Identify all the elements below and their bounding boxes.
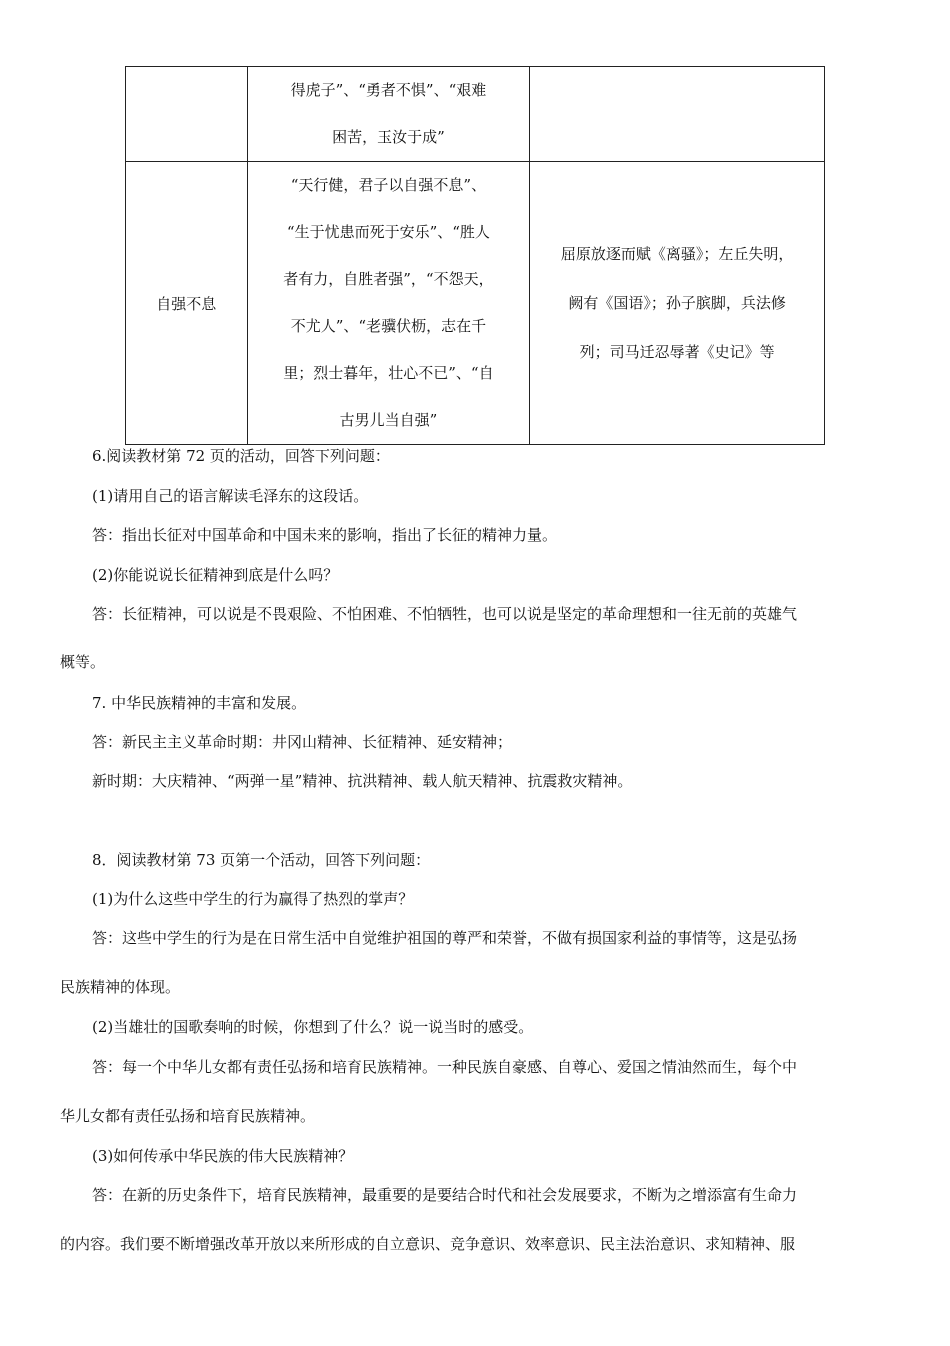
quote-line: “天行健，君子以自强不息”、 xyxy=(290,176,487,194)
table-cell-examples xyxy=(530,67,825,162)
spirit-table xyxy=(125,66,825,445)
table-cell-examples xyxy=(530,162,825,445)
quote-line: 里；烈士暮年，壮心不已”、“自 xyxy=(283,364,494,382)
example-line: 阙有《国语》；孙子膑脚，兵法修 xyxy=(568,293,786,312)
question-7-answer1: 答：新民主主义革命时期：井冈山精神、长征精神、延安精神； xyxy=(92,733,513,751)
question-8-answer3-line1: 答：在新的历史条件下，培育民族精神，最重要的是要结合时代和社会发展要求，不断为之增添富有生命力 xyxy=(92,1186,798,1204)
table-cell-quotes xyxy=(247,67,530,162)
question-8-answer2-line2: 华儿女都有责任弘扬和培育民族精神。 xyxy=(60,1107,316,1125)
table-cell-category: 自强不息 xyxy=(126,162,248,445)
question-6-sub1: (1)请用自己的语言解读毛泽东的这段话。 xyxy=(92,487,369,505)
quote-line: 困苦，玉汝于成” xyxy=(332,128,445,146)
quote-line: “生于忧患而死于安乐”、“胜人 xyxy=(286,223,490,241)
question-6-answer2-line1: 答：长征精神，可以说是不畏艰险、不怕困难、不怕牺牲，也可以说是坚定的革命理想和一往无前的英雄气 xyxy=(92,605,798,623)
question-8-sub2: (2)当雄壮的国歌奏响的时候，你想到了什么？说一说当时的感受。 xyxy=(92,1018,534,1036)
quote-line: 古男儿当自强” xyxy=(339,411,438,429)
question-8-answer1-line1: 答：这些中学生的行为是在日常生活中自觉维护祖国的尊严和荣誉，不做有损国家利益的事情等，这是弘扬 xyxy=(92,929,798,947)
question-8-answer1-line2: 民族精神的体现。 xyxy=(60,978,181,996)
question-7-title: 7. 中华民族精神的丰富和发展。 xyxy=(92,694,307,712)
question-8-sub1: (1)为什么这些中学生的行为赢得了热烈的掌声？ xyxy=(92,890,414,908)
table-row xyxy=(126,67,825,162)
question-6-title: 6.阅读教材第 72 页的活动，回答下列问题： xyxy=(92,447,390,465)
quote-line: 不尤人”、“老骥伏枥，志在千 xyxy=(290,317,487,335)
question-6-answer2-line2: 概等。 xyxy=(60,653,106,671)
quote-line: 者有力，自胜者强”，“不怨天， xyxy=(283,270,494,288)
question-6-sub2: (2)你能说说长征精神到底是什么吗？ xyxy=(92,566,339,584)
question-8-answer3-line2: 的内容。我们要不断增强改革开放以来所形成的自立意识、竞争意识、效率意识、民主法治意识、求知精神、服 xyxy=(60,1235,796,1253)
question-8-answer2-line1: 答：每一个中华儿女都有责任弘扬和培育民族精神。一种民族自豪感、自尊心、爱国之情油然而生，每个中 xyxy=(92,1058,798,1076)
question-8-sub3: (3)如何传承中华民族的伟大民族精神？ xyxy=(92,1147,354,1165)
table-cell-category xyxy=(126,67,248,162)
question-7-answer2: 新时期：大庆精神、“两弹一星”精神、抗洪精神、载人航天精神、抗震救灾精神。 xyxy=(92,772,633,790)
table-row xyxy=(126,162,825,445)
question-8-title: 8．阅读教材第 73 页第一个活动，回答下列问题： xyxy=(92,851,431,869)
quote-line: 得虎子”、“勇者不惧”、“艰难 xyxy=(290,81,487,99)
example-line: 列；司马迁忍辱著《史记》等 xyxy=(579,342,775,361)
table-cell-quotes xyxy=(247,162,530,445)
question-6-answer1: 答：指出长征对中国革命和中国未来的影响，指出了长征的精神力量。 xyxy=(92,526,558,544)
example-line: 屈原放逐而赋《离骚》；左丘失明， xyxy=(560,244,794,263)
